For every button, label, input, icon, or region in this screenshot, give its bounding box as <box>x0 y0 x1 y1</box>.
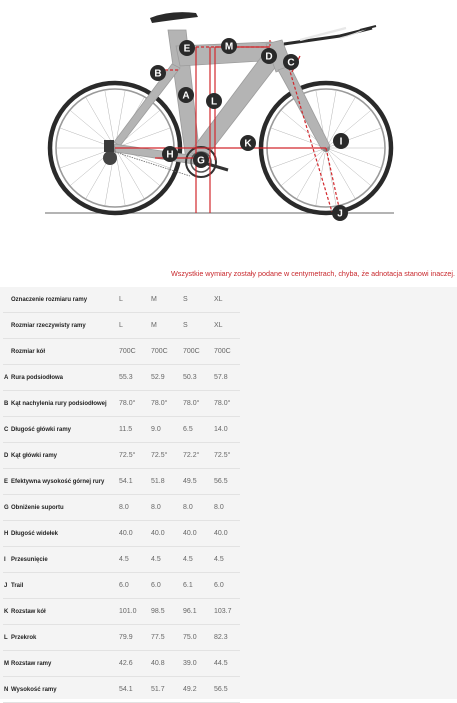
row-value: 6.0 <box>214 582 224 589</box>
svg-text:D: D <box>265 51 273 63</box>
row-value: 103.7 <box>214 608 232 615</box>
row-value: 700C <box>183 348 200 355</box>
row-value: M <box>151 296 157 303</box>
row-value: 700C <box>214 348 231 355</box>
row-value: 78.0° <box>183 400 200 407</box>
row-value: 98.5 <box>151 608 165 615</box>
row-value: 82.3 <box>214 634 228 641</box>
table-row <box>0 287 240 313</box>
row-value: 72.5° <box>151 452 168 459</box>
row-value: 40.8 <box>151 660 165 667</box>
row-value: 78.0° <box>119 400 136 407</box>
bike-geometry-diagram <box>0 0 457 262</box>
row-label: Rozmiar kół <box>11 349 46 355</box>
row-value: S <box>183 322 188 329</box>
table-row <box>0 417 240 443</box>
row-value: 40.0 <box>183 530 197 537</box>
svg-text:G: G <box>197 155 205 167</box>
table-row <box>0 599 240 625</box>
row-value: 4.5 <box>119 556 129 563</box>
row-value: 39.0 <box>183 660 197 667</box>
row-value: 78.0° <box>214 400 231 407</box>
saddle <box>150 12 198 23</box>
row-label: Przekrok <box>11 635 37 641</box>
marker-d <box>261 48 277 64</box>
marker-g <box>193 152 209 168</box>
row-value: 72.5° <box>119 452 136 459</box>
row-letter: J <box>4 583 8 589</box>
svg-text:E: E <box>183 43 191 55</box>
svg-text:B: B <box>154 68 162 80</box>
row-value: 6.1 <box>183 582 193 589</box>
marker-e <box>179 40 195 56</box>
row-value: 42.6 <box>119 660 133 667</box>
row-value: 8.0 <box>119 504 129 511</box>
row-value: 14.0 <box>214 426 228 433</box>
table-row <box>0 677 240 703</box>
svg-text:M: M <box>224 41 234 53</box>
row-letter: M <box>4 661 9 667</box>
row-value: 56.5 <box>214 686 228 693</box>
row-value: 51.7 <box>151 686 165 693</box>
table-row <box>0 547 240 573</box>
svg-text:C: C <box>287 57 295 69</box>
marker-b <box>150 65 166 81</box>
row-letter: C <box>4 427 9 433</box>
row-value: 96.1 <box>183 608 197 615</box>
row-value: 40.0 <box>119 530 133 537</box>
row-label: Rozstaw ramy <box>11 661 52 667</box>
row-letter: D <box>4 453 9 459</box>
row-value: 8.0 <box>151 504 161 511</box>
row-letter: H <box>4 531 9 537</box>
row-value: 56.5 <box>214 478 228 485</box>
marker-c <box>283 54 299 70</box>
row-value: 4.5 <box>183 556 193 563</box>
row-value: 51.8 <box>151 478 165 485</box>
table-row <box>0 495 240 521</box>
row-label: Długość główki ramy <box>11 427 72 433</box>
table-row <box>0 521 240 547</box>
marker-j <box>332 205 348 221</box>
row-letter: N <box>4 687 9 693</box>
marker-h <box>162 146 178 162</box>
row-value: 72.5° <box>214 452 231 459</box>
row-value: 11.5 <box>119 426 133 433</box>
svg-text:K: K <box>244 138 252 150</box>
marker-k <box>240 135 256 151</box>
row-letter: A <box>4 375 9 381</box>
table-row <box>0 443 240 469</box>
row-value: 54.1 <box>119 478 133 485</box>
row-value: 101.0 <box>119 608 137 615</box>
row-value: 6.0 <box>151 582 161 589</box>
row-label: Kąt nachylenia rury podsiodłowej <box>11 401 107 407</box>
row-value: 77.5 <box>151 634 165 641</box>
marker-m <box>221 38 237 54</box>
row-value: 52.9 <box>151 374 165 381</box>
row-value: 50.3 <box>183 374 197 381</box>
svg-text:A: A <box>182 90 190 102</box>
row-value: XL <box>214 296 223 303</box>
row-value: 57.8 <box>214 374 228 381</box>
row-value: 40.0 <box>151 530 165 537</box>
row-value: 6.5 <box>183 426 193 433</box>
table-row <box>0 469 240 495</box>
table-row <box>0 365 240 391</box>
marker-i <box>333 133 349 149</box>
row-label: Przesunięcie <box>11 557 48 563</box>
svg-text:L: L <box>210 96 218 108</box>
row-label: Wysokość ramy <box>11 687 57 693</box>
row-value: 8.0 <box>183 504 193 511</box>
row-label: Kąt główki ramy <box>11 453 58 459</box>
units-note: Wszystkie wymiary zostały podane w centymetrach, chyba, że adnotacja stanowi inaczej. <box>170 269 455 278</box>
marker-l <box>206 93 222 109</box>
row-value: L <box>119 322 123 329</box>
row-label: Obniżenie suportu <box>11 505 64 511</box>
row-label: Długość widełek <box>11 531 59 537</box>
row-letter: B <box>4 401 9 407</box>
row-label: Efektywna wysokość górnej rury <box>11 479 105 485</box>
row-value: XL <box>214 322 223 329</box>
geometry-table <box>0 287 457 699</box>
row-letter: K <box>4 609 9 615</box>
row-label: Oznaczenie rozmiaru ramy <box>11 297 88 303</box>
row-value: 44.5 <box>214 660 228 667</box>
row-letter: E <box>4 479 9 485</box>
row-value: 9.0 <box>151 426 161 433</box>
row-value: 6.0 <box>119 582 129 589</box>
row-value: 78.0° <box>151 400 168 407</box>
svg-text:J: J <box>337 208 343 220</box>
row-value: 75.0 <box>183 634 197 641</box>
row-value: 700C <box>151 348 168 355</box>
row-label: Rura podsiodłowa <box>11 375 64 381</box>
row-letter: L <box>4 635 8 641</box>
row-value: S <box>183 296 188 303</box>
row-label: Trail <box>11 583 24 589</box>
aero-handlebar <box>284 26 376 44</box>
marker-a <box>178 87 194 103</box>
row-value: L <box>119 296 123 303</box>
table-row <box>0 391 240 417</box>
table-row <box>0 573 240 599</box>
row-value: 4.5 <box>214 556 224 563</box>
row-label: Rozmiar rzeczywisty ramy <box>11 323 86 329</box>
row-value: 54.1 <box>119 686 133 693</box>
svg-text:I: I <box>339 136 343 148</box>
row-letter: I <box>4 557 6 563</box>
table-row <box>0 625 240 651</box>
row-value: 40.0 <box>214 530 228 537</box>
table-row <box>0 339 240 365</box>
row-value: 8.0 <box>214 504 224 511</box>
row-label: Rozstaw kół <box>11 609 46 615</box>
row-value: 49.2 <box>183 686 197 693</box>
row-value: M <box>151 322 157 329</box>
row-value: 79.9 <box>119 634 133 641</box>
row-value: 4.5 <box>151 556 161 563</box>
row-letter: G <box>4 505 9 511</box>
table-row <box>0 313 240 339</box>
row-value: 72.2° <box>183 452 200 459</box>
table-row <box>0 651 240 677</box>
row-value: 700C <box>119 348 136 355</box>
row-value: 55.3 <box>119 374 133 381</box>
svg-text:H: H <box>166 149 174 161</box>
row-value: 49.5 <box>183 478 197 485</box>
